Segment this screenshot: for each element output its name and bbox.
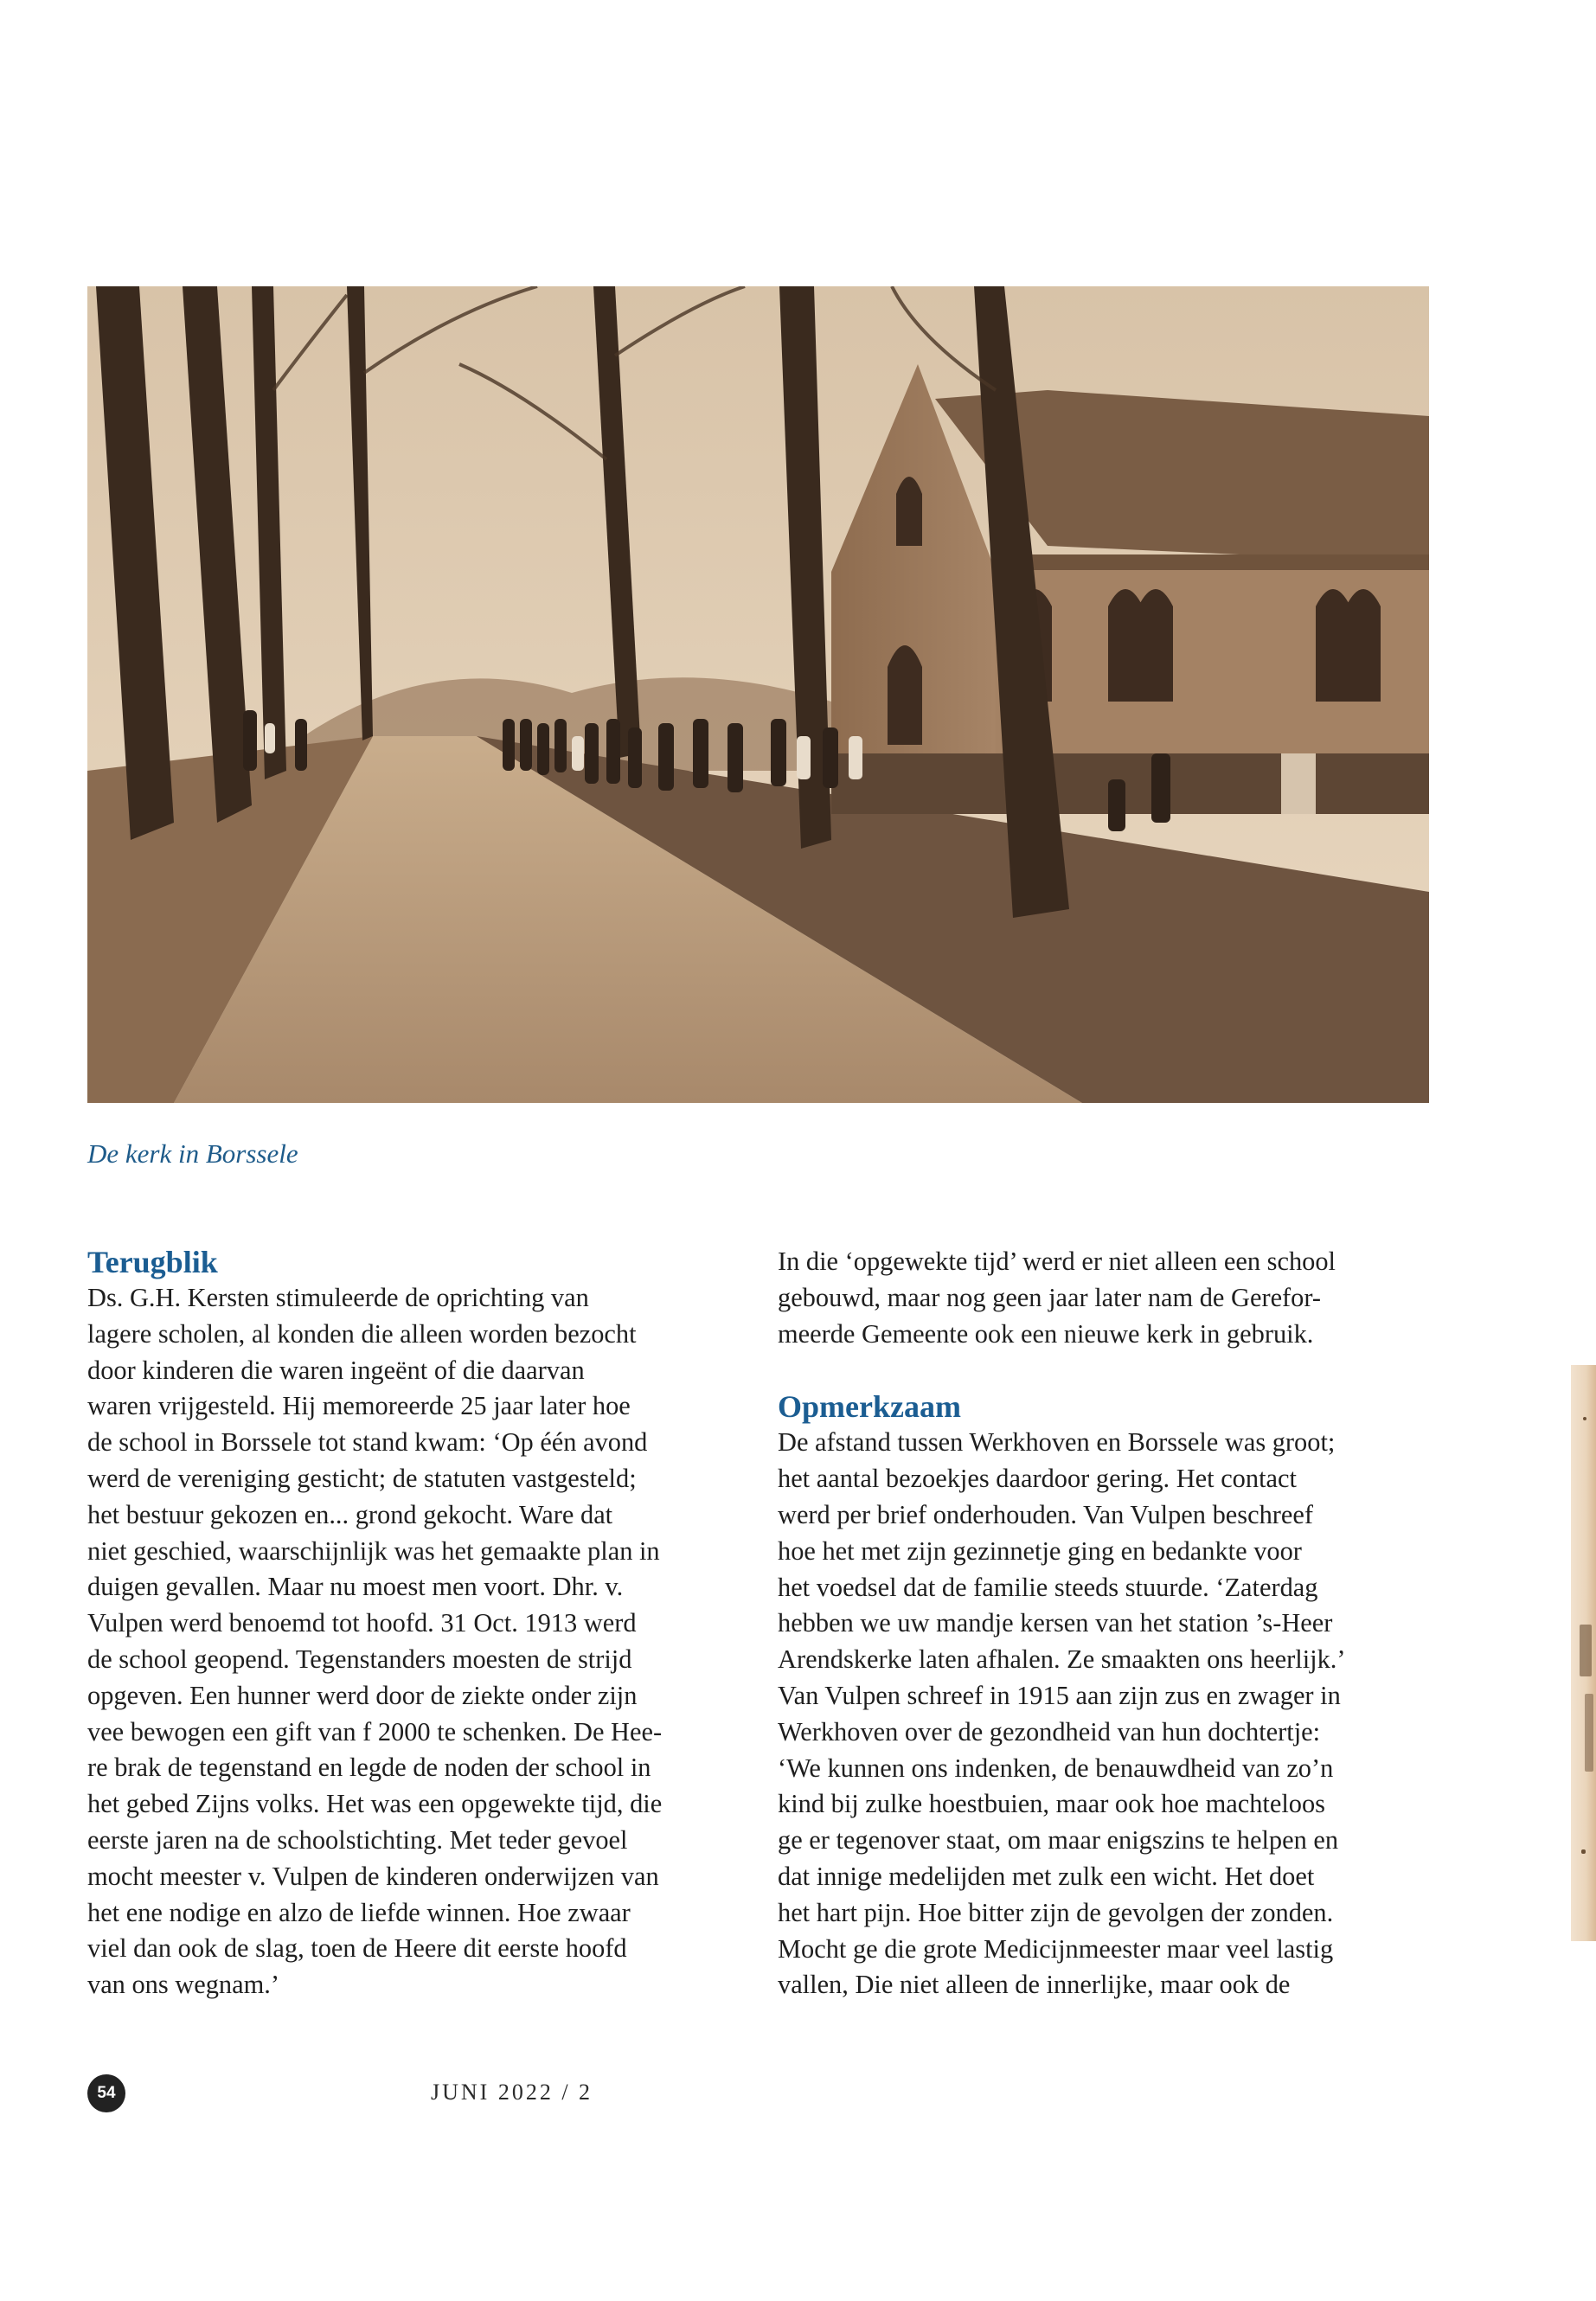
text-line: opgeven. Een hunner werd door de ziekte onder zijn (87, 1680, 638, 1710)
section-heading-terugblik: Terugblik (87, 1245, 218, 1279)
text-line: lagere scholen, al konden die alleen worden bezocht (87, 1318, 637, 1349)
text-line: meerde Gemeente ook een nieuwe kerk in gebruik. (778, 1318, 1314, 1349)
text-line: mocht meester v. Vulpen de kinderen onderwijzen van (87, 1861, 659, 1891)
text-line: Vulpen werd benoemd tot hoofd. 31 Oct. 1913 werd (87, 1608, 637, 1638)
text-line: het bestuur gekozen en... grond gekocht. Ware dat (87, 1499, 613, 1529)
text-line: In die ‘opgewekte tijd’ werd er niet alleen een school (778, 1247, 1336, 1276)
text-line: het voedsel dat de familie steeds stuurde. ‘Zaterdag (778, 1572, 1318, 1602)
text-line: door kinderen die waren ingeënt of die daarvan (87, 1355, 585, 1385)
right-column (778, 1244, 1422, 2003)
text-line: vallen, Die niet alleen de innerlijke, maar ook de (778, 1970, 1291, 2000)
church-photo-illustration (87, 286, 1429, 1103)
church-photo (87, 286, 1429, 1103)
text-line: Werkhoven over de gezondheid van hun dochtertje: (778, 1716, 1321, 1747)
text-line: ‘We kunnen ons indenken, de benauwdheid van zo’n (778, 1753, 1334, 1783)
photo-speck (1585, 1694, 1593, 1772)
text-line: Ds. G.H. Kersten stimuleerde de oprichting van (87, 1283, 589, 1312)
text-line: waren vrijgesteld. Hij memoreerde 25 jaar later hoe (87, 1391, 631, 1421)
photo-speck (1583, 1417, 1586, 1420)
text-line: ge er tegenover staat, om maar enigszins te helpen en (778, 1825, 1339, 1856)
right-intro-paragraph (778, 1244, 1422, 1352)
text-line: niet geschied, waarschijnlijk was het gemaakte plan in (87, 1535, 660, 1566)
paragraph-gap (778, 1352, 1422, 1388)
text-line: de school in Borssele tot stand kwam: ‘Op één avond (87, 1427, 648, 1458)
text-line: hoe het met zijn gezinnetje ging en bedankte voor (778, 1535, 1302, 1566)
photo-speck (1581, 1849, 1586, 1854)
text-line: eerste jaren na de schoolstichting. Met teder gevoel (87, 1824, 628, 1855)
text-line: het hart pijn. Hoe bitter zijn de gevolgen der zonden. (778, 1897, 1334, 1927)
section-heading-opmerkzaam: Opmerkzaam (778, 1389, 961, 1425)
text-line: het aantal bezoekjes daardoor gering. Het contact (778, 1464, 1297, 1494)
text-line: Arendskerke laten afhalen. Ze smaakten ons heerlijk.’ (778, 1644, 1346, 1675)
text-line: vee bewogen een gift van f 2000 te schenken. De Hee- (87, 1716, 663, 1747)
right-column-paragraph (778, 1425, 1422, 2003)
text-line: werd per brief onderhouden. Van Vulpen beschreef (778, 1499, 1313, 1529)
text-line: werd de vereniging gesticht; de statuten vastgesteld; (87, 1463, 637, 1493)
text-line: de school geopend. Tegenstanders moesten de strijd (87, 1644, 632, 1674)
photo-caption: De kerk in Borssele (87, 1138, 298, 1169)
text-line: dat innige medelijden met zulk een wicht. Het doet (778, 1861, 1315, 1891)
text-line: Van Vulpen schreef in 1915 aan zijn zus en zwager in (778, 1680, 1341, 1710)
text-line: kind bij zulke hoestbuien, maar ook hoe machteloos (778, 1789, 1325, 1819)
text-line: van ons wegnam.’ (87, 1970, 279, 2000)
text-line: hebben we uw mandje kersen van het station ’s-Heer (778, 1608, 1333, 1638)
left-column (87, 1244, 753, 2003)
photo-speck (1580, 1625, 1592, 1676)
text-line: het ene nodige en alzo de liefde winnen. Hoe zwaar (87, 1897, 631, 1927)
text-line: re brak de tegenstand en legde de noden der school in (87, 1753, 651, 1783)
facing-page-photo-edge (1571, 1365, 1596, 1941)
text-line: gebouwd, maar nog geen jaar later nam de Gerefor- (778, 1282, 1322, 1312)
text-line: viel dan ook de slag, toen de Heere dit eerste hoofd (87, 1933, 627, 1964)
text-line: Mocht ge die grote Medicijnmeester maar veel lastig (778, 1933, 1334, 1964)
page-number-badge: 54 (87, 2074, 125, 2112)
text-line: duigen gevallen. Maar nu moest men voort. Dhr. v. (87, 1572, 624, 1602)
text-line: De afstand tussen Werkhoven en Borssele was groot; (778, 1427, 1336, 1458)
text-line: het gebed Zijns volks. Het was een opgewekte tijd, die (87, 1789, 663, 1819)
left-column-paragraph (87, 1280, 753, 2003)
issue-label: JUNI 2022 / 2 (431, 2080, 593, 2105)
